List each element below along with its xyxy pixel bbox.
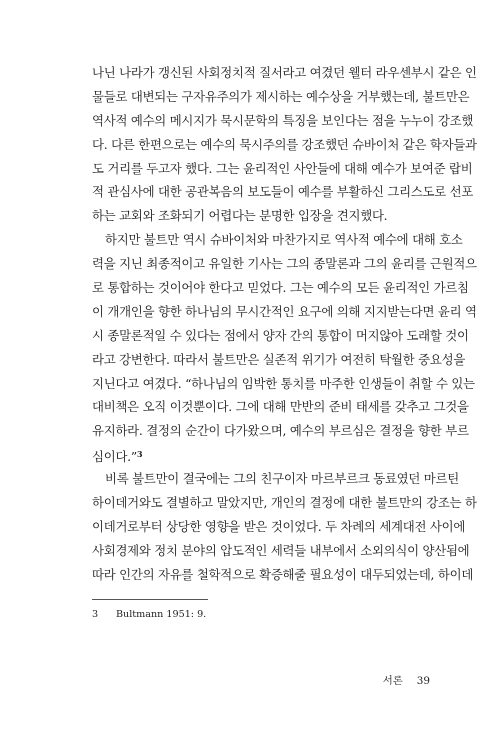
text-line: 사회경제와 정치 분야의 압도적인 세력들 내부에서 소외의식이 양산됨에: [92, 542, 470, 558]
footnote-divider: [92, 599, 208, 600]
text-line: 나닌 나라가 갱신된 사회정치적 질서라고 여겼던 웰터 라우센부시 같은 인: [92, 65, 477, 80]
text-line: 지닌다고 여겼다. “하나님의 임박한 통치를 마주한 인생들이 취할 수 있는: [92, 375, 475, 391]
text-line-content: 심이다.”: [92, 449, 137, 465]
footnote: [92, 608, 206, 622]
quote-end-line: [92, 443, 412, 467]
section-title: 서론: [382, 675, 403, 687]
text-line: 라고 강변한다. 따라서 불트만은 실존적 위기가 여전히 탁월한 중요성을: [92, 351, 466, 367]
text-line: 역사적 예수의 메시지가 묵시문학의 특징을 보인다는 점을 누누이 강조했: [92, 112, 474, 128]
text-line: 하이데거와도 결별하고 말았지만, 개인의 결정에 대한 불트만의 강조는 하: [92, 495, 477, 511]
text-line: 력을 지닌 최종적이고 유일한 기사는 그의 종말론과 그의 윤리를 근원적으: [92, 256, 477, 272]
footnote-marker[interactable]: 3: [136, 449, 143, 460]
text-line: 하는 교회와 조화되기 어렵다는 분명한 입장을 견지했다.: [92, 208, 388, 224]
footnote-text: Bultmann 1951: 9.: [116, 609, 207, 620]
page-number: 39: [416, 675, 430, 687]
text-line: 이데거로부터 상당한 영향을 받은 것이었다. 두 차례의 세계대전 사이에: [92, 518, 466, 534]
text-line: 도 거리를 두고자 했다. 그는 윤리적인 사안들에 대해 예수가 보여준 랍비: [92, 160, 473, 176]
footnote-number: 3: [92, 609, 99, 620]
text-line: 물들로 대변되는 구자유주의가 제시하는 예수상을 거부했는데, 불트만은: [92, 88, 470, 104]
paragraph-start-line: 하지만 불트만 역시 슈바이처와 마찬가지로 역사적 예수에 대해 호소: [105, 232, 463, 248]
text-line: 대비책은 오직 이것뿐이다. 그에 대해 만반의 준비 태세를 갖추고 그것을: [92, 399, 469, 415]
body-text: [92, 61, 477, 587]
text-line: 다. 다른 한편으로는 예수의 묵시주의를 강조했던 슈바이처 같은 학자들과: [92, 136, 477, 152]
text-line: 따라 인간의 자유를 철학적으로 확증해줄 필요성이 대두되었는데, 하이데: [92, 566, 474, 582]
text-line: 유지하라. 결정의 순간이 다가왔으며, 예수의 부르심은 결정을 향한 부르: [92, 423, 469, 439]
text-line: 이 개개인을 향한 하나님의 무시간적인 요구에 의해 지지받는다면 윤리 역: [92, 303, 477, 319]
paragraph-start-line: 비록 불트만이 결국에는 그의 친구이자 마르부르크 동료였던 마르틴: [105, 471, 459, 487]
text-line: 시 종말론적일 수 있다는 점에서 양자 간의 통합이 머지않아 도래할 것이: [92, 327, 469, 343]
running-footer: [383, 674, 430, 688]
text-line: 로 통합하는 것이어야 한다고 믿었다. 그는 예수의 모든 윤리적인 가르침: [92, 280, 469, 296]
text-line: 적 관심사에 대한 공관복음의 보도들이 예수를 부활하신 그리스도로 선포: [92, 184, 474, 200]
